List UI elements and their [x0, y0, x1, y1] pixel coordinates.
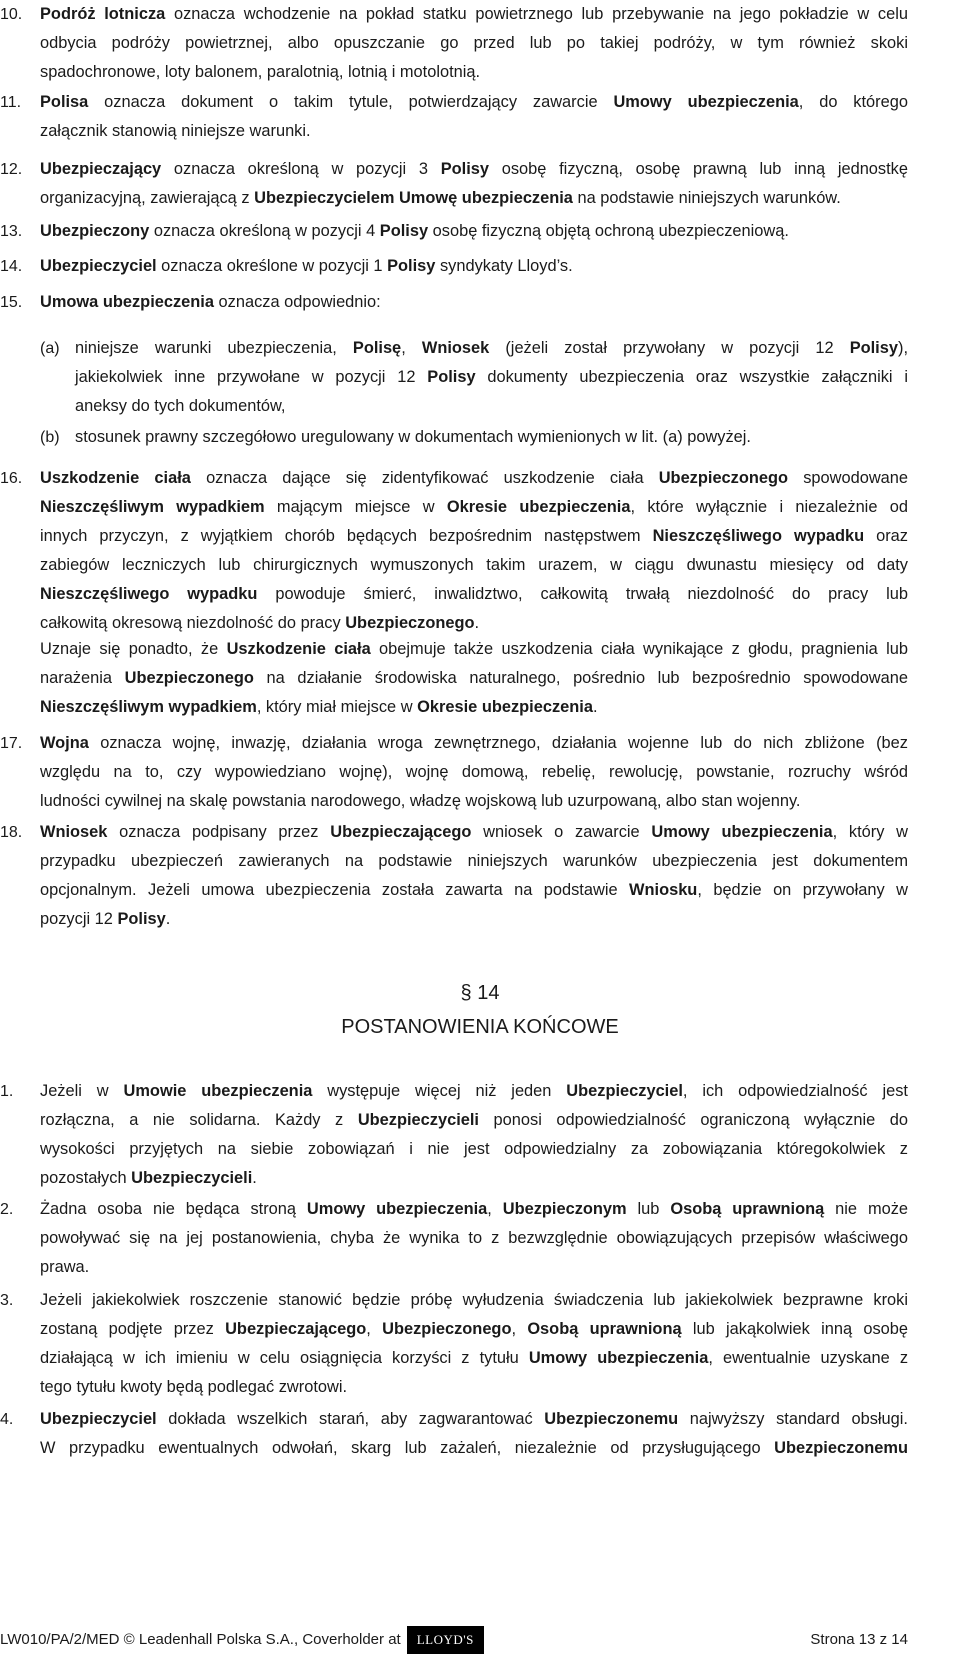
defined-term: Ubezpieczycieli [357, 1111, 479, 1129]
provision-text: lub [626, 1200, 671, 1218]
provision-text: , ich odpowiedzialność jest [682, 1082, 908, 1100]
definition-12 [0, 155, 960, 213]
defined-term: Ubezpieczonego [382, 1320, 512, 1338]
defined-term: Uszkodzenie ciała [40, 469, 191, 487]
defined-term: Ubezpieczającego [225, 1320, 367, 1338]
definition-18 [0, 818, 960, 934]
provision-text: zostaną podjęte przez [40, 1320, 226, 1338]
definition-text: Uznaje się ponadto, że [40, 640, 227, 658]
definition-text: dokumenty ubezpieczenia oraz wszystkie załączniki i [475, 368, 909, 386]
definition-text: narażenia [40, 669, 125, 687]
provision-text: Żadna osoba nie będąca stroną [40, 1200, 307, 1218]
defined-term: Ubezpieczonym [502, 1200, 627, 1218]
definition-text: . [165, 910, 171, 928]
defined-term: Okresie ubezpieczenia [417, 698, 593, 716]
definition-text: aneksy do tych dokumentów, [75, 397, 286, 415]
definition-text: spadochronowe, loty balonem, paralotnią, lotnią i motolotnią. [40, 63, 481, 81]
definition-text: . [592, 698, 598, 716]
definition-text: oraz [864, 527, 908, 545]
definition-text: obejmuje także uszkodzenia ciała wynikające z głodu, pragnienia lub [370, 640, 908, 658]
definition-15 [0, 288, 960, 317]
definition-16 [0, 464, 960, 638]
provision-text: . [252, 1169, 257, 1187]
definition-number: 17. [0, 735, 23, 752]
provision-text: , [511, 1320, 528, 1338]
provision-text: najwyższy standard obsługi. [678, 1410, 908, 1428]
provision-text: Jeżeli jakiekolwiek roszczenie stanowić będzie próbę wyłudzenia świadczenia lub jakiekolwiek bezprawne kroki [40, 1291, 908, 1309]
definition-text: opcjonalnym. Jeżeli umowa ubezpieczenia została zawarta na podstawie [40, 881, 630, 899]
definition-text: innych przyczyn, z wyjątkiem chorób będących bezpośrednim następstwem [40, 527, 653, 545]
definition-text: spowodowane [788, 469, 908, 487]
provision-text: rozłączna, a nie solidarna. Każdy z [40, 1111, 358, 1129]
defined-term: Ubezpieczyciel [566, 1082, 683, 1100]
defined-term: Uszkodzenie ciała [226, 640, 371, 658]
definition-text: . [474, 614, 480, 632]
defined-term: Umowy ubezpieczenia [651, 823, 833, 841]
defined-term: Ubezpieczycieli [131, 1169, 253, 1187]
sub-item-label: (a) [40, 340, 60, 357]
definition-text: osobę fizyczną, osobę prawną lub inną jednostkę [489, 160, 908, 178]
definition-text: niniejsze warunki ubezpieczenia, [75, 339, 353, 357]
footer-reference: LW010/PA/2/MED © Leadenhall Polska S.A., Coverholder at [0, 1631, 401, 1648]
provision-1 [0, 1077, 960, 1193]
page-number: Strona 13 z 14 [810, 1631, 908, 1648]
defined-term: Nieszczęśliwego wypadku [40, 585, 258, 603]
definition-text: mającym miejsce w [264, 498, 447, 516]
defined-term: Nieszczęśliwego wypadku [652, 527, 865, 545]
lloyds-logo: LLOYD'S [407, 1626, 484, 1654]
definition-number: 16. [0, 470, 23, 487]
definition-16-paragraph-2 [40, 635, 908, 722]
provision-text: nie może [824, 1200, 909, 1218]
defined-term: Polisę [352, 339, 402, 357]
definition-text: oznacza dokument o takim tytule, potwierdzający zawarcie [88, 93, 614, 111]
defined-term: Nieszczęśliwym wypadkiem [40, 498, 265, 516]
provision-text: , [487, 1200, 503, 1218]
defined-term: Polisy [117, 910, 166, 928]
defined-term: Umowy ubezpieczenia [306, 1200, 488, 1218]
definition-text: przypadku ubezpieczeń zawieranych na podstawie niniejszych warunków ubezpieczenia jest dokumentem [40, 852, 908, 870]
provision-2 [0, 1195, 960, 1282]
definition-text: organizacyjną, zawierającą z [40, 189, 255, 207]
definition-text: oznacza odpowiednio: [213, 293, 381, 311]
definition-text: , które wyłącznie i niezależnie od [630, 498, 908, 516]
definition-text: syndykaty Lloyd’s. [435, 257, 573, 275]
definition-text: , [401, 339, 422, 357]
provision-4 [0, 1405, 960, 1463]
definition-text: oznacza wojnę, inwazję, działania wroga zewnętrznego, działania wojenne lub do nich zbliżone (bez [88, 734, 908, 752]
definition-text: oznacza wchodzenie na pokład statku powietrznego lub przebywanie na jego pokładzie w celu [165, 5, 908, 23]
section-title: POSTANOWIENIA KOŃCOWE [341, 1016, 619, 1038]
provision-text: ponosi odpowiedzialność ograniczoną wyłącznie do [478, 1111, 908, 1129]
provision-text: powoływać się na jej postanowienia, chyba że wynika to z bezwzględnie obowiązujących przepisów właściwego [40, 1229, 908, 1247]
provision-text: wysokości przyjętych na siebie zobowiązań i nie jest odpowiedzialny za zobowiązania któregokolwiek z [40, 1140, 908, 1158]
defined-term: Osobą uprawnioną [670, 1200, 825, 1218]
provision-3 [0, 1286, 960, 1402]
definition-text: na podstawie niniejszych warunków. [572, 189, 841, 207]
definition-10 [0, 0, 960, 87]
definition-text: oznacza określoną w pozycji 3 [161, 160, 441, 178]
provision-number: 2. [0, 1201, 14, 1218]
defined-term: Polisy [849, 339, 898, 357]
defined-term: Ubezpieczyciel [40, 1410, 157, 1428]
defined-term: Podróż lotnicza [40, 5, 166, 23]
definition-text: oznacza określone w pozycji 1 [156, 257, 388, 275]
defined-term: Ubezpieczonego [124, 669, 254, 687]
provision-text: , [366, 1320, 383, 1338]
definition-number: 15. [0, 294, 23, 311]
defined-term: Ubezpieczonemu [774, 1439, 908, 1457]
defined-term: Ubezpieczający [40, 160, 162, 178]
defined-term: Wojna [40, 734, 89, 752]
sub-item-label: (b) [40, 429, 60, 446]
definition-text: powoduje śmierć, inwalidztwo, całkowitą trwałą niezdolność do pracy lub [257, 585, 908, 603]
defined-term: Ubezpieczonemu [544, 1410, 679, 1428]
defined-term: Osobą uprawnioną [527, 1320, 682, 1338]
defined-term: Umowy ubezpieczenia [613, 93, 799, 111]
definition-text: , do którego [798, 93, 908, 111]
provision-text: Jeżeli w [40, 1082, 124, 1100]
definition-text: stosunek prawny szczegółowo uregulowany w dokumentach wymienionych w lit. (a) powyżej. [75, 428, 751, 446]
definition-text: , będzie on przywołany w [697, 881, 909, 899]
definition-text: osobę fizyczną objętą ochroną ubezpieczeniową. [428, 222, 789, 240]
definition-14 [0, 252, 960, 281]
definition-text: załącznik stanowią niniejsze warunki. [40, 122, 311, 140]
definition-number: 13. [0, 223, 23, 240]
section-number: § 14 [460, 982, 500, 1004]
definition-text: całkowitą okresową niezdolność do pracy [40, 614, 346, 632]
defined-term: Okresie ubezpieczenia [446, 498, 631, 516]
definition-number: 14. [0, 258, 23, 275]
definition-number: 12. [0, 161, 23, 178]
definition-text: pozycji 12 [40, 910, 118, 928]
definition-13 [0, 217, 960, 246]
provision-text: występuje więcej niż jeden [312, 1082, 567, 1100]
definition-text: na działanie środowiska naturalnego, pośrednio lub bezpośrednio spowodowane [253, 669, 908, 687]
defined-term: Ubezpieczonego [658, 469, 789, 487]
provision-number: 4. [0, 1411, 14, 1428]
provision-text: pozostałych [40, 1169, 132, 1187]
definition-17 [0, 729, 960, 816]
definition-text: względu na to, czy wypowiedziano wojnę), wojnę domową, rebelię, rewolucję, powstanie, rozruchy wśród [40, 763, 908, 781]
definition-text: oznacza określoną w pozycji 4 [149, 222, 380, 240]
definition-text: jakiekolwiek inne przywołane w pozycji 12 [75, 368, 428, 386]
definition-text: ), [897, 339, 908, 357]
sub-item-a [40, 334, 908, 421]
definition-text: ludności cywilnej na skalę powstania narodowego, władzę wojskową lub uzurpowaną, albo stan wojenny. [40, 792, 801, 810]
defined-term: Polisa [40, 93, 89, 111]
defined-term: Umowie ubezpieczenia [123, 1082, 313, 1100]
definition-text: , który w [832, 823, 908, 841]
defined-term: Polisy [387, 257, 436, 275]
footer-left [0, 1626, 484, 1654]
definition-text: wniosek o zawarcie [471, 823, 652, 841]
definition-text: (jeżeli został przywołany w pozycji 12 [489, 339, 850, 357]
defined-term: Ubezpieczającego [330, 823, 472, 841]
definition-11 [0, 88, 960, 146]
defined-term: Polisy [379, 222, 429, 240]
defined-term: Ubezpieczyciel [40, 257, 157, 275]
defined-term: Ubezpieczonego [345, 614, 475, 632]
defined-term: Polisy [427, 368, 476, 386]
defined-term: Ubezpieczony [40, 222, 150, 240]
defined-term: Wniosek [40, 823, 108, 841]
definition-text: oznacza dające się zidentyfikować uszkodzenie ciała [190, 469, 659, 487]
provision-text: tego tytułu kwoty będą podlegać zwrotowi. [40, 1378, 348, 1396]
definition-number: 10. [0, 6, 23, 23]
definition-number: 11. [0, 94, 22, 111]
provision-text: dokłada wszelkich starań, aby zagwarantować [156, 1410, 545, 1428]
page-footer [0, 1626, 960, 1654]
provision-text: prawa. [40, 1258, 90, 1276]
defined-term: Polisy [440, 160, 490, 178]
provision-number: 3. [0, 1292, 14, 1309]
provision-text: , ewentualnie uzyskane z [708, 1349, 909, 1367]
provision-text: lub jakąkolwiek inną osobę [681, 1320, 909, 1338]
defined-term: Umowy ubezpieczenia [528, 1349, 709, 1367]
defined-term: Wniosku [629, 881, 698, 899]
definition-text: odbycia podróży powietrznej, albo opuszczanie go przed lub po takiej podróży, w tym również skoki [40, 34, 908, 52]
defined-term: Ubezpieczycielem Umowę ubezpieczenia [254, 189, 573, 207]
defined-term: Nieszczęśliwym wypadkiem [40, 698, 257, 716]
definition-text: , który miał miejsce w [256, 698, 418, 716]
provision-text: W przypadku ewentualnych odwołań, skarg lub zażaleń, niezależnie od przysługującego [40, 1439, 775, 1457]
definition-text: zabiegów leczniczych lub chirurgicznych wymuszonych takim urazem, w ciągu dwunastu miesięcy od daty [40, 556, 908, 574]
provision-text: działającą w ich imieniu w celu osiągnięcia korzyści z tytułu [40, 1349, 529, 1367]
definition-number: 18. [0, 824, 23, 841]
sub-item-b [40, 423, 908, 452]
provision-number: 1. [0, 1083, 14, 1100]
definition-text: oznacza podpisany przez [107, 823, 331, 841]
defined-term: Umowa ubezpieczenia [40, 293, 214, 311]
defined-term: Wniosek [421, 339, 490, 357]
